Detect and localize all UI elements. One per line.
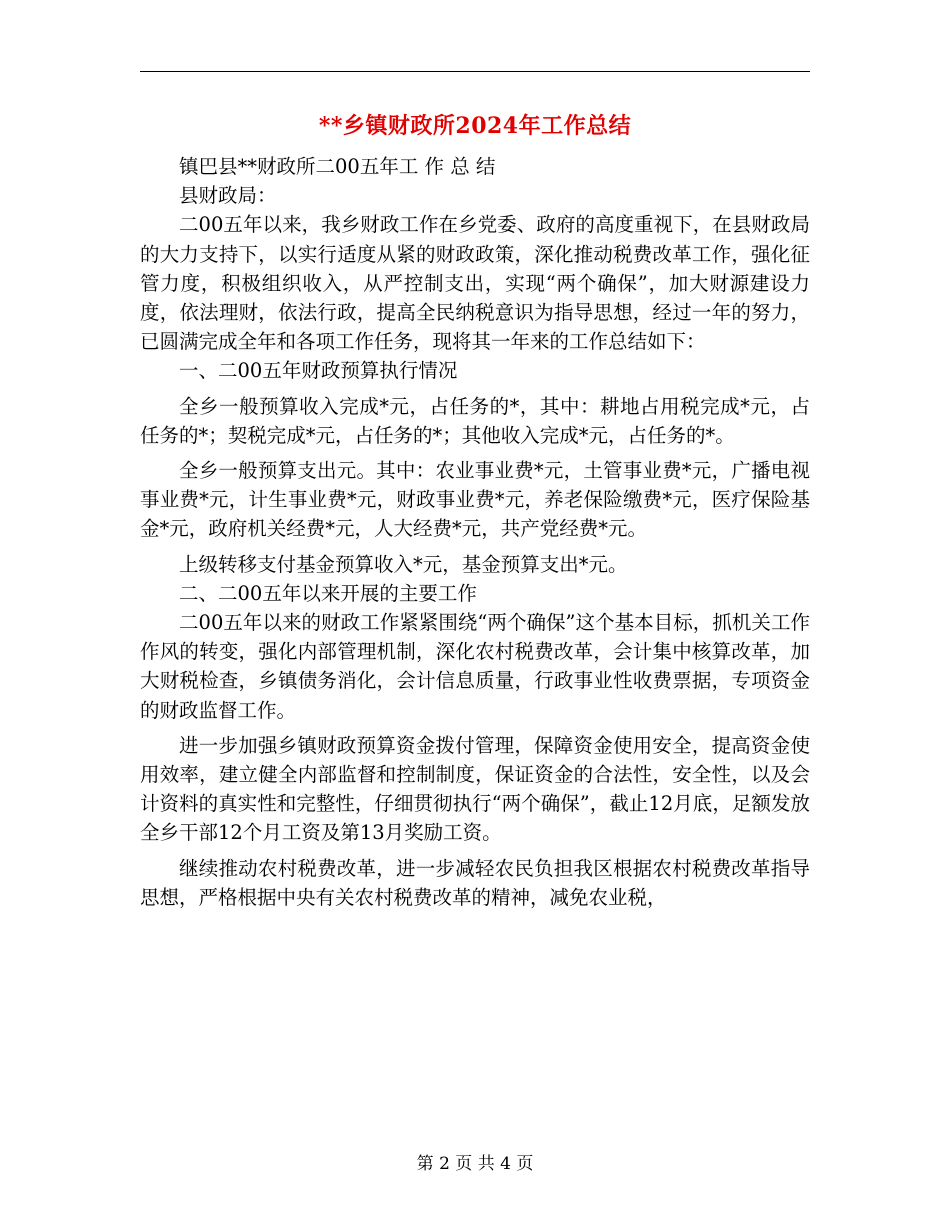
salutation: 县财政局：	[179, 184, 277, 208]
paragraph-transfer: 上级转移支付基金预算收入*元，基金预算支出*元。	[179, 552, 628, 576]
paragraph-intro: 二00五年以来，我乡财政工作在乡党委、政府的高度重视下，在县财政局的大力支持下，以实行适度从紧的财政政策，深化推动税费改革工作，强化征管力度，积极组织收入，从严控制支出，实现“两个确保”，加大财源建设力度，依法理财，依法行政，提高全民纳税意识为指导思想，经过一年的努力，已圆满完成全年和各项工作任务，现将其一年来的工作总结如下：	[140, 213, 810, 354]
page-number-footer: 第 2 页 共 4 页	[416, 1154, 534, 1174]
document-title: **乡镇财政所2024年工作总结	[318, 113, 632, 139]
paragraph-fund-management: 进一步加强乡镇财政预算资金拨付管理，保障资金使用安全，提高资金使用效率，建立健全内部监督和控制制度，保证资金的合法性，安全性，以及会计资料的真实性和完整性，仔细贯彻执行“两个确保”，截止12月底，足额发放全乡干部12个月工资及第13月奖励工资。	[140, 733, 810, 845]
document-body	[140, 152, 810, 912]
section-heading-1: 一、二00五年财政预算执行情况	[179, 359, 458, 383]
subtitle-line: 镇巴县**财政所二00五年工 作 总 结	[179, 155, 496, 178]
paragraph-revenue: 全乡一般预算收入完成*元，占任务的*，其中：耕地占用税完成*元，占任务的*；契税完成*元，占任务的*；其他收入完成*元，占任务的*。	[140, 394, 810, 447]
header-rule	[140, 71, 810, 72]
paragraph-main-work: 二00五年以来的财政工作紧紧围绕“两个确保”这个基本目标，抓机关工作作风的转变，强化内部管理机制，深化农村税费改革，会计集中核算改革，加大财税检查，乡镇债务消化，会计信息质量，行政事业性收费票据，专项资金的财政监督工作。	[140, 611, 810, 722]
section-heading-2: 二、二00五年以来开展的主要工作	[179, 581, 477, 605]
paragraph-expenditure: 全乡一般预算支出元。其中：农业事业费*元，土管事业费*元，广播电视事业费*元，计生事业费*元，财政事业费*元，养老保险缴费*元，医疗保险基金*元，政府机关经费*元，人大经费*元，共产党经费*元。	[140, 459, 810, 541]
paragraph-tax-reform: 继续推动农村税费改革，进一步减轻农民负担我区根据农村税费改革指导思想，严格根据中央有关农村税费改革的精神，减免农业税，	[140, 856, 810, 909]
